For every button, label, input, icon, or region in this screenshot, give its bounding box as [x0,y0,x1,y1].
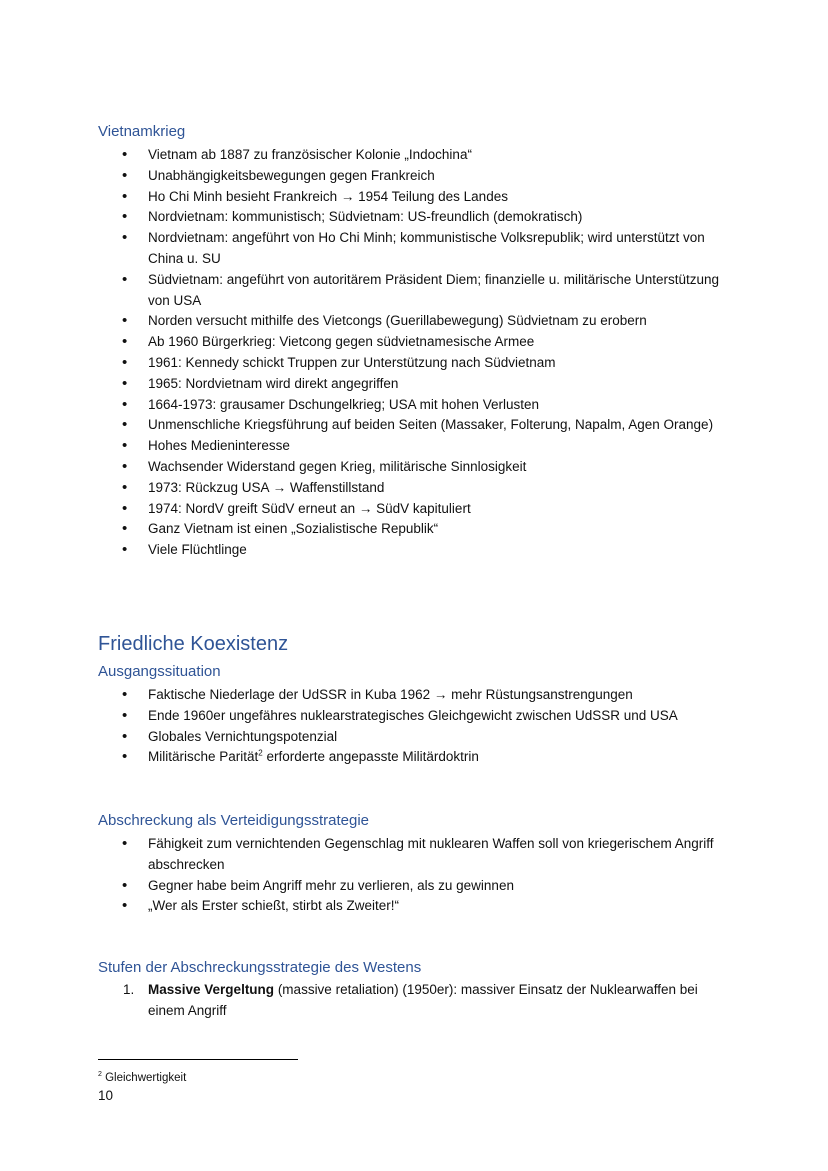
list-item: • Viele Flüchtlinge [148,540,723,561]
list-item: • Hohes Medieninteresse [148,436,723,457]
list-item: • Unabhängigkeitsbewegungen gegen Frankreich [148,166,723,187]
vietnam-list [148,145,723,561]
list-item: • 1974: NordV greift SüdV erneut an → SüdV kapituliert [148,499,723,520]
list-item [123,980,723,1022]
footnote-separator [98,1059,298,1060]
stufen-list [123,980,723,1022]
list-item: • Faktische Niederlage der UdSSR in Kuba 1962 → mehr Rüstungsanstrengungen [148,685,723,706]
list-item: • Ende 1960er ungefähres nuklearstrategisches Gleichgewicht zwischen UdSSR und USA [148,706,723,727]
footnote-text: Gleichwertigkeit [101,1072,187,1084]
list-item: • Nordvietnam: angeführt von Ho Chi Minh; kommunistische Volksrepublik; wird unterstützt von China u. SU [148,228,723,270]
heading-abschreckung: Abschreckung als Verteidigungsstrategie [98,812,369,829]
footnote [98,1071,186,1085]
list-item: • Gegner habe beim Angriff mehr zu verlieren, als zu gewinnen [148,876,723,897]
heading-stufen: Stufen der Abschreckungsstrategie des Westens [98,959,422,976]
heading-ausgangssituation: Ausgangssituation [98,663,221,680]
list-item: • Wachsender Widerstand gegen Krieg, militärische Sinnlosigkeit [148,457,723,478]
list-item: • Fähigkeit zum vernichtenden Gegenschlag mit nuklearen Waffen soll von kriegerischem Angriff abschrecken [148,834,723,876]
heading-vietnamkrieg: Vietnamkrieg [98,123,186,140]
list-item: • Südvietnam: angeführt von autoritärem Präsident Diem; finanzielle u. militärische Unterstützung von USA [148,270,723,312]
list-item: • Nordvietnam: kommunistisch; Südvietnam: US-freundlich (demokratisch) [148,207,723,228]
list-item: • Vietnam ab 1887 zu französischer Kolonie „Indochina“ [148,145,723,166]
list-item: • 1973: Rückzug USA → Waffenstillstand [148,478,723,499]
list-number: 1. [123,982,135,997]
footnote-mark: 2 [98,1071,102,1079]
page-number: 10 [98,1088,114,1103]
item-text: (massive retaliation) (1950er): massiver Einsatz der Nuklearwaffen bei einem Angriff [148,982,698,1018]
list-item: • Unmenschliche Kriegsführung auf beiden Seiten (Massaker, Folterung, Napalm, Agen Orange) [148,415,723,436]
list-item: • Ganz Vietnam ist einen „Sozialistische Republik“ [148,519,723,540]
list-item: • 1961: Kennedy schickt Truppen zur Unterstützung nach Südvietnam [148,353,723,374]
heading-friedliche-koexistenz: Friedliche Koexistenz [98,633,289,655]
list-item: • „Wer als Erster schießt, stirbt als Zweiter!“ [148,896,723,917]
list-item [148,747,723,768]
item-text: erforderte angepasste Militärdoktrin [262,749,479,765]
list-item: • 1664-1973: grausamer Dschungelkrieg; USA mit hohen Verlusten [148,395,723,416]
list-item: • Ab 1960 Bürgerkrieg: Vietcong gegen südvietnamesische Armee [148,332,723,353]
abschreckung-list [148,834,723,917]
item-bold-term: Massive Vergeltung [148,982,275,997]
list-item: • Norden versucht mithilfe des Vietcongs (Guerillabewegung) Südvietnam zu erobern [148,311,723,332]
footnote-reference: 2 [258,748,263,758]
list-item: • 1965: Nordvietnam wird direkt angegriffen [148,374,723,395]
list-item: • Ho Chi Minh besieht Frankreich → 1954 Teilung des Landes [148,187,723,208]
list-item: • Globales Vernichtungspotenzial [148,727,723,748]
ausgang-list [148,685,723,768]
item-text: Militärische Parität [148,749,259,765]
